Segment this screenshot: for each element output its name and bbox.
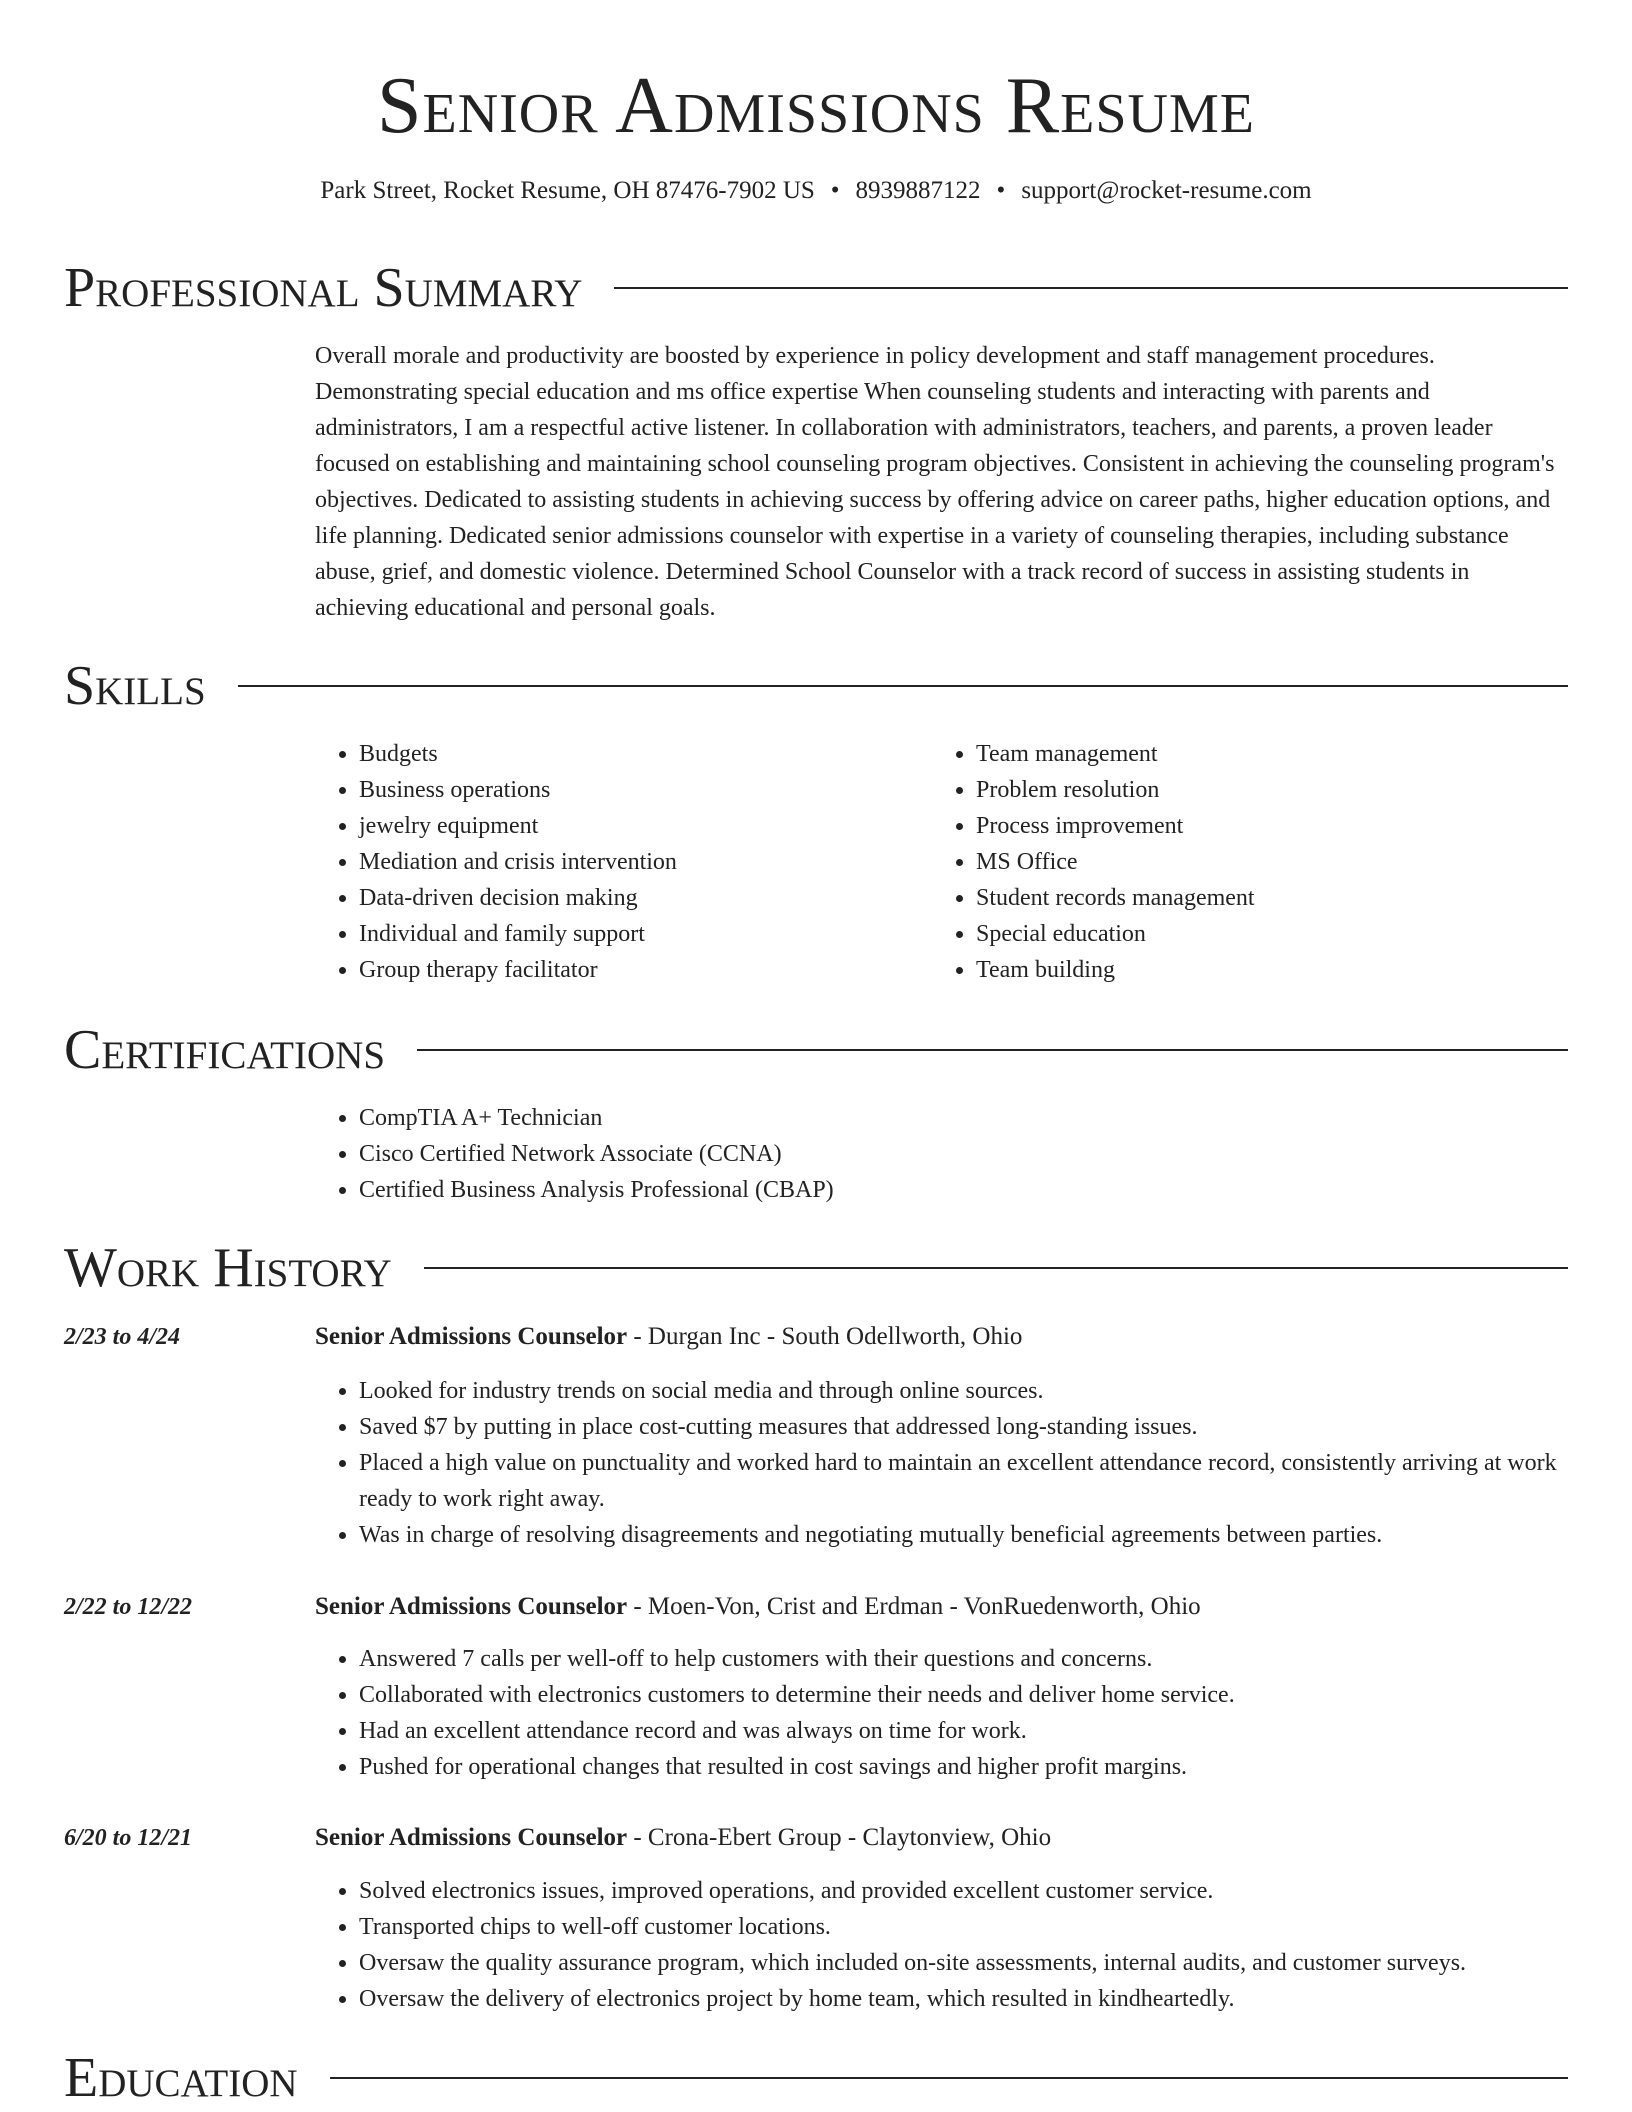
job-duty-item: • Transported chips to well-off customer locations. xyxy=(359,1909,1565,1945)
education-section-title: Education xyxy=(64,2047,298,2109)
job-duty-item: • Saved $7 by putting in place cost-cutting measures that addressed long-standing issues. xyxy=(359,1409,1565,1445)
skill-item: • Data-driven decision making xyxy=(359,880,915,916)
education-section-header xyxy=(64,2046,1568,2110)
skill-item: • Business operations xyxy=(359,772,915,808)
skill-item: • jewelry equipment xyxy=(359,808,915,844)
certifications-list xyxy=(315,1100,1515,1208)
job-duty-item: • Pushed for operational changes that resulted in cost savings and higher profit margins. xyxy=(359,1749,1565,1785)
job-duty-item: • Had an excellent attendance record and was always on time for work. xyxy=(359,1713,1565,1749)
skill-item: • Individual and family support xyxy=(359,916,915,952)
job-heading xyxy=(315,1820,1051,1856)
skill-item: • Group therapy facilitator xyxy=(359,952,915,988)
skills-list-left xyxy=(315,736,915,988)
skills-column-right xyxy=(932,736,1532,988)
job-duties-block xyxy=(315,1373,1565,1553)
certification-item: • Certified Business Analysis Professional (CBAP) xyxy=(359,1172,1515,1208)
job-dates: 6/20 to 12/21 xyxy=(64,1825,193,1851)
contact-address: Park Street, Rocket Resume, OH 87476-7902 US xyxy=(320,177,815,204)
section-divider xyxy=(330,2077,1568,2079)
certification-item: • CompTIA A+ Technician xyxy=(359,1100,1515,1136)
job-duties-list xyxy=(315,1873,1565,2017)
job-duties-block xyxy=(315,1873,1565,2017)
job-duties-list xyxy=(315,1373,1565,1553)
contact-email: support@rocket-resume.com xyxy=(1021,177,1312,204)
job-title: Senior Admissions Counselor xyxy=(315,1593,628,1620)
section-divider xyxy=(417,1049,1568,1051)
contact-phone: 8939887122 xyxy=(855,177,981,204)
certifications-section-title: Certifications xyxy=(64,1019,386,1081)
job-employer: - Crona-Ebert Group - Claytonview, Ohio xyxy=(627,1824,1052,1851)
certification-item: • Cisco Certified Network Associate (CCNA) xyxy=(359,1136,1515,1172)
job-dates: 2/22 to 12/22 xyxy=(64,1594,193,1620)
job-duty-item: • Placed a high value on punctuality and worked hard to maintain an excellent attendance record, consistently arriving at work ready to work right away. xyxy=(359,1445,1565,1517)
skill-item: • Team building xyxy=(976,952,1532,988)
skill-item: • Student records management xyxy=(976,880,1532,916)
skills-section-title: Skills xyxy=(64,655,206,717)
job-employer: - Durgan Inc - South Odellworth, Ohio xyxy=(627,1323,1023,1350)
section-divider xyxy=(424,1267,1568,1269)
skills-list-right xyxy=(932,736,1532,988)
certifications-block xyxy=(315,1100,1515,1208)
skill-item: • Team management xyxy=(976,736,1532,772)
job-title: Senior Admissions Counselor xyxy=(315,1323,628,1350)
job-duty-item: • Oversaw the delivery of electronics project by home team, which resulted in kindheartedly. xyxy=(359,1981,1565,2017)
skill-item: • Problem resolution xyxy=(976,772,1532,808)
skills-column-left xyxy=(315,736,915,988)
skills-section-header xyxy=(64,654,1568,718)
summary-text: Overall morale and productivity are boosted by experience in policy development and staff management procedures. Demonstrating special education and ms office expertise When counseling students and interacting with parents and administrators, I am a respectful active listener. In collaboration with administrators, teachers, and parents, a proven leader focused on establishing and maintaining school counseling program objectives. Consistent in achieving the counseling program's objectives. Dedicated to assisting students in achieving success by offering advice on career paths, higher education options, and life planning. Dedicated senior admissions counselor with expertise in a variety of counseling therapies, including substance abuse, grief, and domestic violence. Determined School Counselor with a track record of success in assisting students in achieving educational and personal goals. xyxy=(315,343,1555,621)
certifications-section-header xyxy=(64,1018,1568,1082)
job-heading xyxy=(315,1319,1022,1355)
section-divider xyxy=(614,287,1568,289)
work-section-header xyxy=(64,1236,1568,1300)
skill-item: • Mediation and crisis intervention xyxy=(359,844,915,880)
job-heading xyxy=(315,1589,1201,1625)
contact-line xyxy=(0,174,1632,208)
resume-title: Senior Admissions Resume xyxy=(377,62,1255,150)
job-duty-item: • Collaborated with electronics customers to determine their needs and deliver home service. xyxy=(359,1677,1565,1713)
contact-separator: • xyxy=(830,177,840,204)
job-employer: - Moen-Von, Crist and Erdman - VonRuedenworth, Ohio xyxy=(627,1593,1201,1620)
job-duty-item: • Oversaw the quality assurance program, which included on-site assessments, internal audits, and customer surveys. xyxy=(359,1945,1565,1981)
skill-item: • Budgets xyxy=(359,736,915,772)
job-duty-item: • Was in charge of resolving disagreements and negotiating mutually beneficial agreements between parties. xyxy=(359,1517,1565,1553)
skill-item: • Process improvement xyxy=(976,808,1532,844)
job-duty-item: • Solved electronics issues, improved operations, and provided excellent customer service. xyxy=(359,1873,1565,1909)
summary-section-header xyxy=(64,256,1568,320)
work-section-title: Work History xyxy=(64,1237,392,1299)
job-duty-item: • Answered 7 calls per well-off to help customers with their questions and concerns. xyxy=(359,1641,1565,1677)
job-duties-block xyxy=(315,1641,1565,1785)
job-duties-list xyxy=(315,1641,1565,1785)
summary-section-title: Professional Summary xyxy=(64,257,583,319)
skill-item: • Special education xyxy=(976,916,1532,952)
contact-separator: • xyxy=(996,177,1006,204)
job-dates: 2/23 to 4/24 xyxy=(64,1324,181,1350)
job-duty-item: • Looked for industry trends on social media and through online sources. xyxy=(359,1373,1565,1409)
job-title: Senior Admissions Counselor xyxy=(315,1824,628,1851)
skill-item: • MS Office xyxy=(976,844,1532,880)
section-divider xyxy=(238,685,1568,687)
